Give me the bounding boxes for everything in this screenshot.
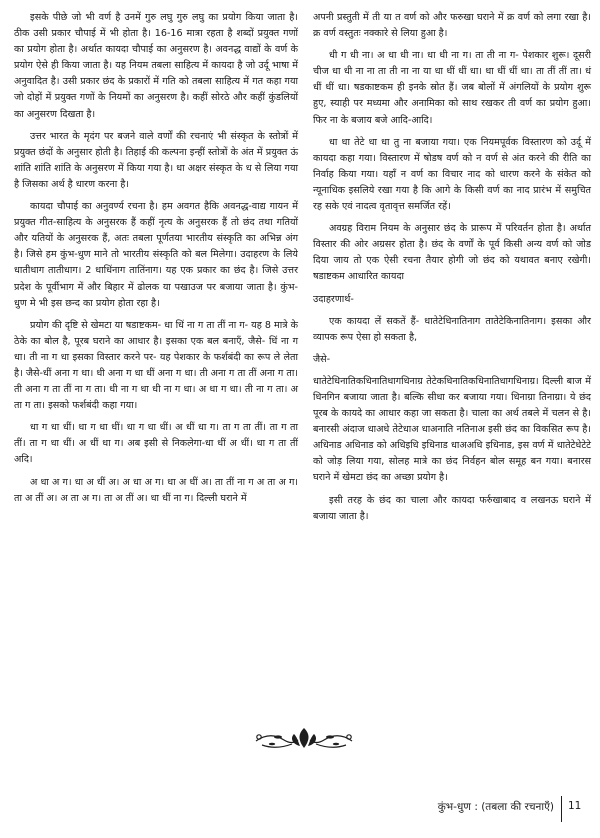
paragraph: एक कायदा लें सकतें हैं- धातेटेधिनातिनाग तातेटेकिनातिनाग। इसका और व्यापक रूप ऐसा हो सकता है, xyxy=(313,315,591,343)
paragraph: अ धा अ ग। धा अ धीं अ। अ धा अ ग। धा अ धीं अ। ता तीं ना ग अ ता अ ग। ता अ तीं अ। अ ता अ ग। ता अ तीं अ। धा धीं ना ग। दिल्ली घराने में xyxy=(14,476,298,504)
paragraph: धी ग धी ना। अ धा धी ना। धा धी ना ग। ता ती ना ग- पेशकार शुरू। दूसरी चीज धा धी ना ना ता ती ना ना या धा धीं धीं धा। धा धीं धीं धा। ता तीं तीं ता। धं धीं धीं धा। षडकाष्टकम ही इनके स्रोत हैं। जब बोलों में अंगलियों के प्रयोग शुरू हुए, स्याही पर मध्यमा और अनामिका को साथ रखकर ती वर्ण का प्रयोग हुआ। फिर ना के बजाय बजे आदि-आदि। xyxy=(313,50,591,126)
page-footer xyxy=(0,792,600,822)
floral-ornament-icon xyxy=(248,726,360,752)
paragraph: अपनी प्रस्तुती में ती या त वर्ण को और फरुखा घराने में क्र वर्ण को लगा रखा है। क्र वर्ण वस्तुतः नक्कारे से लिया हुआ है। xyxy=(313,12,591,40)
subheading: जैसे- xyxy=(313,353,331,365)
right-column xyxy=(313,10,591,531)
paragraph: उत्तर भारत के मृदंग पर बजने वाले वर्णों की रचनाएं भी संस्कृत के स्तोत्रों में प्रयुक्त छंदों के अनुसार होती है। तिहाई की कल्पना इन्हीं स्तोत्रों के अंत में प्रयुक्त ऊं शांति शांति शांति के अनुसरण में किया गया है। धा अक्षर संस्कृत के ध से लिया गया है जिसका अर्थ है धारण करना है। xyxy=(14,130,298,190)
paragraph: इसके पीछे जो भी वर्ण है उनमें गुरु लघु गुरु लघु का प्रयोग किया जाता है। ठीक उसी प्रकार चौपाई में भी होता है। 16-16 मात्रा रहता है शब्दों प्रयुक्त गणों का प्रयोग होता है। अर्थात कायदा चौपाई का अनुसरण है। अवनद्ध वाद्यों के वर्ण के प्रयोग ऐसे ही किया जाता है। यह नियम तबला साहित्य में कायदा है जो उर्दू भाषा में अनुवादित है। उसी प्रकार छंद के प्रकारों में गति को तबला साहित्य में गत कहा गया जो दोहों में प्रयुक्त गणों के नियमों का अनुसरण है। कहीं सोरठे और कहीं कुंडलियों का अनुसरण दिखता है। xyxy=(14,12,298,120)
paragraph: इसी तरह के छंद का चाला और कायदा फर्रुखाबाद व लखनऊ घराने में बजाया जाता है। xyxy=(313,494,591,522)
paragraph: धा ग धा धीं। धा ग धा धीं। धा ग धा धीं। अ धीं धा ग। ता ग ता तीं। ता ग ता तीं। ता ग धा धीं। अ धीं धा ग। अब इसी से निकलेगा-धा धीं अ धीं। धा ग ता तीं अदि। xyxy=(14,422,298,466)
paragraph: धा धा तेटे धा धा तु ना बजाया गया। एक नियमपूर्वक विस्तारण को उर्दू में कायदा कहा गया। विस्तारण में षोडष वर्ण को न वर्ण से अंत करने की रीति का निर्वाह किया गया। यहाँ न वर्ण का विचार नाद को धारण करने के संकेत को न्यूनाधिक इसलिये रखा गया है कि आगे के किसी वर्ण का नाद प्रारंभ में समुचित रह सके एवं नादत्व वृतावृत्त समर्जित रहें। xyxy=(313,136,591,213)
paragraph: कायदा चौपाई का अनुवर्ण्य रचना है। हम अवगत हैकि अवनद्ध-वाद्य गायन में प्रयुक्त गीत-साहित्य के अनुसरक हैं कहीं नृत्य के अनुसरक हैं तो छंद तथा गतियों और यतियों के अनुसरक हैं, अतः तबला पूर्णतया भारतीय संस्कृति का अभिन्न अंग है। जिसे हम कुंभ-धुण माने तो भारतीय संस्कृति को बल मिलेगा। उदाहरण के लिये धातीधाग तातीधाग। 2 धाधिंनाग तातिंनाग। यह एक प्रकार का छंद है। जिसे उत्तर प्रदेश के पूर्वीभाग में और बिहार में ढोलक या पखाउज पर बजाया जाता है। कुंभ-धुण मे भी इस छन्द का प्रयोग होता रहा है। xyxy=(14,201,298,309)
paragraph: धातेटेधिनातिकधिनातिधागधिनाग्र तेटेकधिनातिकधिनातिधागधिनाग्र। दिल्ली बाज में धिनगिन बजाया जाता है। बल्कि सीधा कर बजाया गया। धिनाग्रा तिनाग्रा। ये छंद पूरब के कायदे का आधार कहा जा सकता है। चाला का अर्थ तबले में चलन से है। बनारसी अंदाज धाअधे तेटेधाअ धाअनाति नतिनाअ इसी छंद का विकसित रूप है। अधिनाड अधिनाड को अधिइधि इधिनाड धाअअधि इधिनाड, इस वर्ण में धातेटेधेटेटे को जोड़ लिया गया, सोलह मात्रे का छंद निर्वहन बोल समूह बन गया। बनारस घराने में खेमटा छंद का अच्छा प्रयोग है। xyxy=(313,375,591,484)
left-column xyxy=(14,10,298,513)
paragraph: प्रयोग की दृष्टि से खेमटा या षडाष्टकम- धा धिं ना ग ता तीं ना ग- यह 8 मात्रे के ठेके का बोल है, पूरब घराने का आधार है। इसका एक बल बनाएँ, जैसे- धिं ना ग धा। ती ना ग धा इसका विस्तार करने पर- यह पेशकार के फर्शबंदी का रूप ले लेता है। जैसे-धीं अना ग धा। धी अना ग धा धीं अना ग धा। ती अना ग ता तीं अना ग ता। ती अना ग ता तीं ना ग ता। धी ना ग धा धी ना ग धा। अ धा ग धा। ती ना ग ता। अ ता ग ता। इसको फर्शबंदी कहा गया। xyxy=(14,319,298,412)
running-title: कुंभ-धुण : (तबला की रचनाएँ) xyxy=(437,801,554,813)
paragraph: अवग्रह विराम नियम के अनुसार छंद के प्रारूप में परिवर्तन होता है। अर्थात विस्तार की ओर अग्रसर होता है। छंद के वर्णों के पूर्व किसी अन्य वर्ण को जोड दिया जाय तो एक ऐसी रचना तैयार होगी जो छंद को यथावत बनाए रखेगी। षडाष्टकम आधारित कायदा xyxy=(313,223,591,283)
page-number: 11 xyxy=(568,800,582,812)
subheading: उदाहरणार्थ- xyxy=(313,293,354,305)
footer-divider xyxy=(561,796,562,822)
